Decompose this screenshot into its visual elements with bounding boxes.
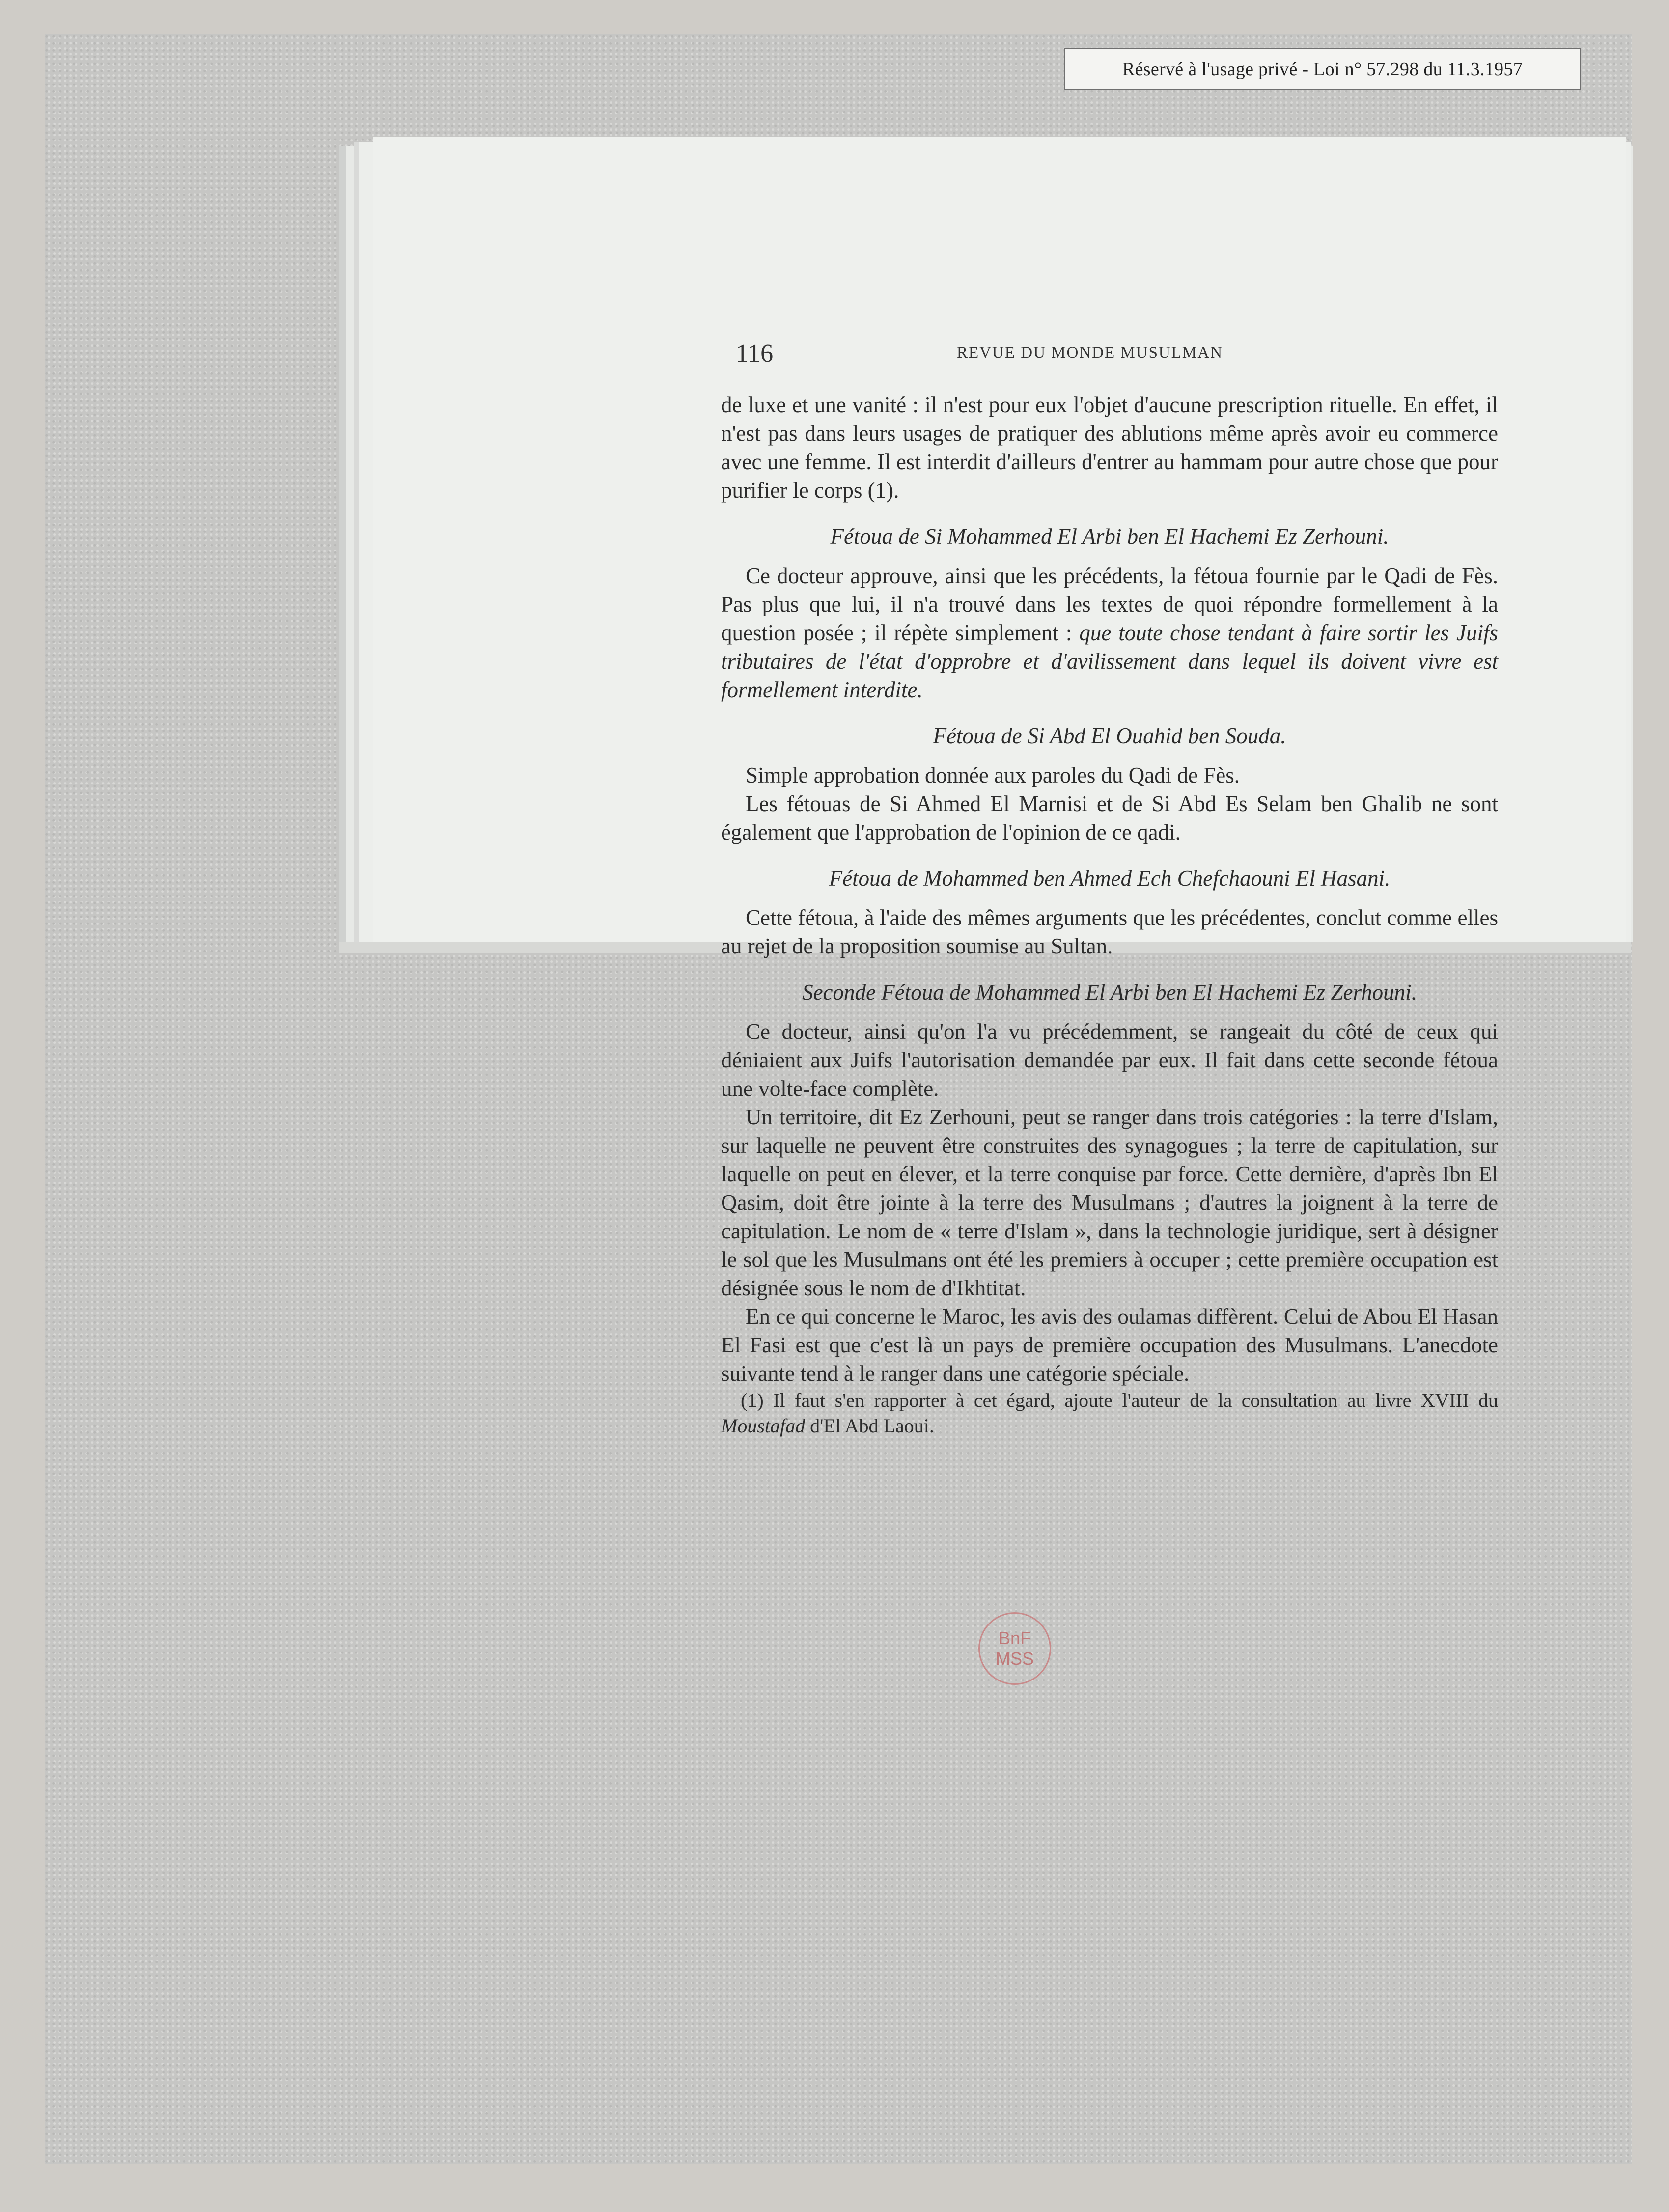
page-number: 116 — [736, 339, 774, 367]
paragraph-italic: que toute chose tendant à faire sortir les Juifs tributaires de l'état d'opprobre et d'avilissement dans lequel ils doivent vivre est formellement interdite. — [721, 620, 1498, 702]
paragraph: Un territoire, dit Ez Zerhouni, peut se ranger dans trois catégories : la terre d'Islam, sur laquelle ne peuvent être construites des synagogues ; la terre de capitulation, sur laquelle on peut en élever, et la terre conquise par force. Cette dernière, d'après Ibn El Qasim, doit être jointe à la terre des Musulmans ; d'autres la joignent à la terre de capitulation. Le nom de « terre d'Islam », dans la technologie juridique, sert à désigner le sol que les Musulmans ont été les premiers à occuper ; cette première occupation est désignée sous le nom de d'Ikhtitat. — [721, 1105, 1498, 1300]
footnote-text: (1) Il faut s'en rapporter à cet égard, ajoute l'auteur de la consultation au livre XVIII du — [741, 1389, 1498, 1411]
journal-title: REVUE DU MONDE MUSULMAN — [957, 344, 1223, 362]
paragraph: En ce qui concerne le Maroc, les avis des oulamas diffèrent. Celui de Abou El Hasan El Fasi est que c'est là un pays de première occupation des Musulmans. L'anecdote suivante tend à le ranger dans une catégorie spéciale. — [721, 1304, 1498, 1386]
seal-line: BnF — [998, 1628, 1031, 1648]
library-seal-stamp — [978, 1612, 1051, 1685]
paragraph-text: Ce docteur approuve, ainsi que les précédents, la fétoua fournie par le Qadi de Fès. Pas plus que lui, il n'a trouvé dans les textes de quoi répondre formellement à la question posée ; il répète simplement : — [721, 563, 1498, 645]
paragraph: Les fétouas de Si Ahmed El Marnisi et de Si Abd Es Selam ben Ghalib ne sont également que l'approbation de l'opinion de ce qadi. — [721, 791, 1498, 844]
footnote — [721, 1388, 1498, 1439]
section-heading: Fétoua de Mohammed ben Ahmed Ech Chefchaouni El Hasani. — [829, 866, 1391, 891]
footnote-text: d'El Abd Laoui. — [810, 1415, 934, 1437]
paragraph: de luxe et une vanité : il n'est pour eux l'objet d'aucune prescription rituelle. En effet, il n'est pas dans leurs usages de pratiquer des ablutions même après avoir eu commerce avec une femme. Il est interdit d'ailleurs d'entrer au hammam pour autre chose que pour purifier le corps (1). — [721, 392, 1498, 503]
paragraph: Cette fétoua, à l'aide des mêmes arguments que les précédentes, conclut comme elles au rejet de la proposition soumise au Sultan. — [721, 905, 1498, 958]
body-text — [721, 391, 1498, 1439]
section-heading: Fétoua de Si Abd El Ouahid ben Souda. — [933, 724, 1286, 748]
seal-line: MSS — [995, 1649, 1034, 1669]
section-heading: Seconde Fétoua de Mohammed El Arbi ben El Hachemi Ez Zerhouni. — [802, 980, 1417, 1005]
paragraph: Simple approbation donnée aux paroles du Qadi de Fès. — [746, 763, 1240, 787]
paragraph: Ce docteur, ainsi qu'on l'a vu précédemment, se rangeait du côté de ceux qui déniaient aux Juifs l'autorisation demandée par eux. Il fait dans cette seconde fétoua une volte-face complète. — [721, 1019, 1498, 1101]
footnote-title: Moustafad — [721, 1415, 806, 1437]
paragraph — [721, 561, 1498, 704]
section-heading: Fétoua de Si Mohammed El Arbi ben El Hachemi Ez Zerhouni. — [830, 524, 1389, 549]
usage-label: Réservé à l'usage privé - Loi n° 57.298 du 11.3.1957 — [1064, 48, 1581, 90]
